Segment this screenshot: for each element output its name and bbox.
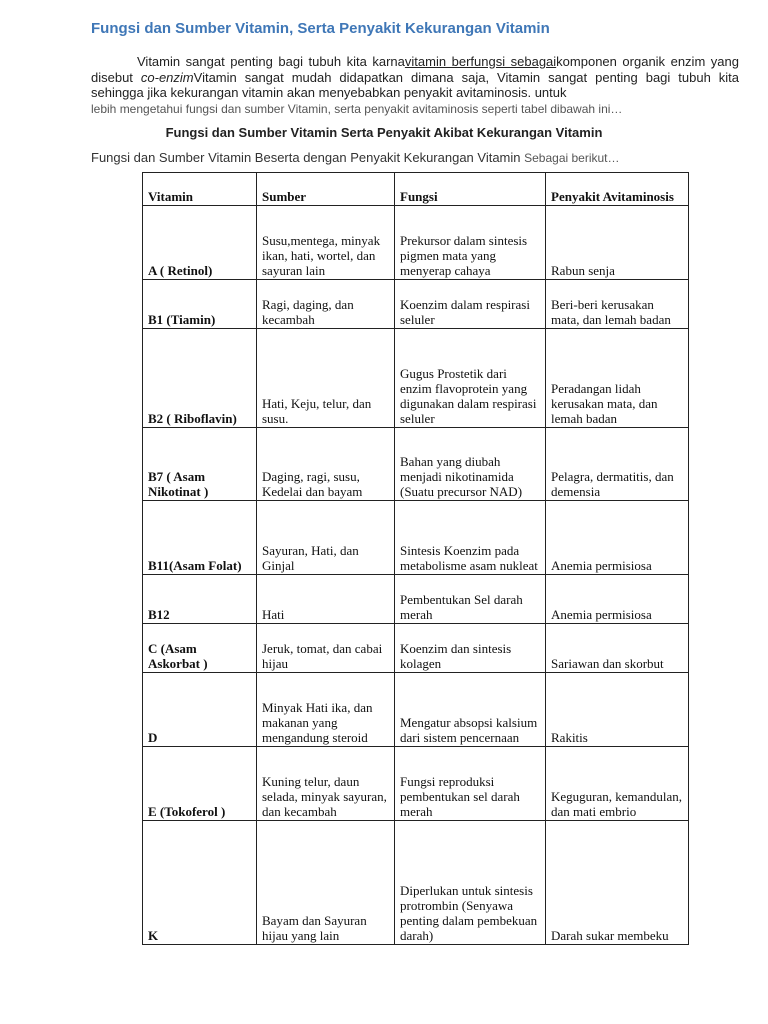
header-sumber: Sumber: [257, 173, 395, 206]
cell-sumber: Hati, Keju, telur, dan susu.: [257, 329, 395, 428]
cell-sumber: Hati: [257, 575, 395, 624]
cell-vitamin: B12: [143, 575, 257, 624]
cell-vitamin: B7 ( Asam Nikotinat ): [143, 428, 257, 501]
lead-text-main: Fungsi dan Sumber Vitamin Beserta dengan Penyakit Kekurangan Vitamin: [91, 150, 525, 165]
cell-fungsi: Diperlukan untuk sintesis protrombin (Senyawa penting dalam pembekuan darah): [395, 821, 546, 945]
table-row: [143, 575, 689, 624]
table-row: [143, 747, 689, 821]
lead-text-small: Sebagai berikut…: [524, 151, 620, 165]
cell-penyakit: Darah sukar membeku: [546, 821, 689, 945]
cell-sumber: Daging, ragi, susu, Kedelai dan bayam: [257, 428, 395, 501]
intro-text-tail: lebih mengetahui fungsi dan sumber Vitamin, serta penyakit avitaminosis seperti tabel dibawah ini…: [91, 101, 623, 116]
header-penyakit: Penyakit Avitaminosis: [546, 173, 689, 206]
intro-text-3: Vitamin sangat mudah didapatkan dimana saja, Vitamin sangat penting bagi tubuh kita sehingga jika kekurangan vitamin akan menyebabkan penyakit avitaminosis. untuk: [91, 69, 739, 100]
cell-vitamin: E (Tokoferol ): [143, 747, 257, 821]
intro-emphasis: co-enzim: [140, 69, 194, 85]
cell-vitamin: D: [143, 673, 257, 747]
cell-vitamin: K: [143, 821, 257, 945]
header-fungsi: Fungsi: [395, 173, 546, 206]
cell-penyakit: Keguguran, kemandulan, dan mati embrio: [546, 747, 689, 821]
cell-fungsi: Mengatur absopsi kalsium dari sistem pencernaan: [395, 673, 546, 747]
cell-fungsi: Koenzim dalam respirasi seluler: [395, 280, 546, 329]
cell-penyakit: Rakitis: [546, 673, 689, 747]
cell-vitamin: C (Asam Askorbat ): [143, 624, 257, 673]
cell-sumber: Bayam dan Sayuran hijau yang lain: [257, 821, 395, 945]
cell-penyakit: Anemia permisiosa: [546, 501, 689, 575]
cell-fungsi: Fungsi reproduksi pembentukan sel darah merah: [395, 747, 546, 821]
table-row: [143, 624, 689, 673]
table-row: [143, 673, 689, 747]
cell-penyakit: Pelagra, dermatitis, dan demensia: [546, 428, 689, 501]
intro-paragraph: [91, 54, 739, 117]
intro-text-2: komponen organik enzim yang disebut: [91, 54, 739, 85]
cell-penyakit: Rabun senja: [546, 206, 689, 280]
header-vitamin: Vitamin: [143, 173, 257, 206]
cell-fungsi: Koenzim dan sintesis kolagen: [395, 624, 546, 673]
table-header-row: [143, 173, 689, 206]
intro-text-1: Vitamin sangat penting bagi tubuh kita karna: [137, 54, 405, 69]
cell-vitamin: B2 ( Riboflavin): [143, 329, 257, 428]
cell-penyakit: Beri-beri kerusakan mata, dan lemah badan: [546, 280, 689, 329]
cell-fungsi: Prekursor dalam sintesis pigmen mata yang menyerap cahaya: [395, 206, 546, 280]
cell-sumber: Sayuran, Hati, dan Ginjal: [257, 501, 395, 575]
cell-fungsi: Sintesis Koenzim pada metabolisme asam nukleat: [395, 501, 546, 575]
cell-sumber: Minyak Hati ika, dan makanan yang mengandung steroid: [257, 673, 395, 747]
page-title: Fungsi dan Sumber Vitamin, Serta Penyakit Kekurangan Vitamin: [91, 20, 550, 37]
cell-vitamin: B1 (Tiamin): [143, 280, 257, 329]
table-row: [143, 501, 689, 575]
cell-fungsi: Bahan yang diubah menjadi nikotinamida (Suatu precursor NAD): [395, 428, 546, 501]
cell-sumber: Kuning telur, daun selada, minyak sayuran, dan kecambah: [257, 747, 395, 821]
table-row: [143, 280, 689, 329]
cell-penyakit: Sariawan dan skorbut: [546, 624, 689, 673]
cell-fungsi: Gugus Prostetik dari enzim flavoprotein yang digunakan dalam respirasi seluler: [395, 329, 546, 428]
table-title: Fungsi dan Sumber Vitamin Serta Penyakit Akibat Kekurangan Vitamin: [165, 125, 603, 140]
cell-vitamin: A ( Retinol): [143, 206, 257, 280]
lead-text: [91, 150, 620, 165]
table-row: [143, 428, 689, 501]
intro-link[interactable]: vitamin berfungsi sebagai: [404, 54, 557, 69]
table-row: [143, 206, 689, 280]
cell-penyakit: Anemia permisiosa: [546, 575, 689, 624]
table-row: [143, 329, 689, 428]
cell-fungsi: Pembentukan Sel darah merah: [395, 575, 546, 624]
cell-vitamin: B11(Asam Folat): [143, 501, 257, 575]
cell-sumber: Susu,mentega, minyak ikan, hati, wortel, dan sayuran lain: [257, 206, 395, 280]
cell-sumber: Ragi, daging, dan kecambah: [257, 280, 395, 329]
cell-sumber: Jeruk, tomat, dan cabai hijau: [257, 624, 395, 673]
vitamin-table: [142, 172, 689, 945]
cell-penyakit: Peradangan lidah kerusakan mata, dan lemah badan: [546, 329, 689, 428]
table-row: [143, 821, 689, 945]
